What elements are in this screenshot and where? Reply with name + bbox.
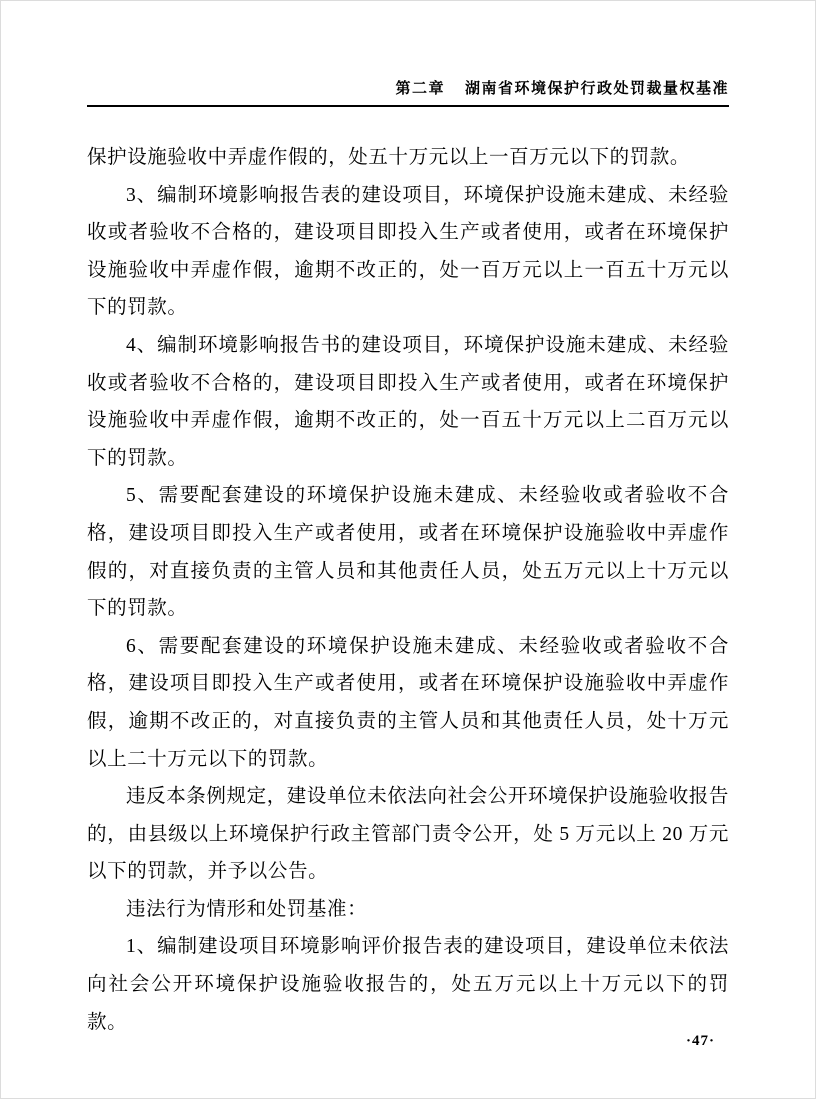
header-title: 湖南省环境保护行政处罚裁量权基准 (464, 81, 729, 97)
paragraph: 4、编制环境影响报告书的建设项目，环境保护设施未建成、未经验收或者验收不合格的，建设项目即投入生产或者使用，或者在环境保护设施验收中弄虚作假，逾期不改正的，处一百五十万元以上二百万元以下的罚款。 (87, 334, 729, 469)
paragraph: 违法行为情形和处罚基准： (126, 898, 368, 920)
paragraph: 保护设施验收中弄虚作假的，处五十万元以上一百万元以下的罚款。 (87, 147, 691, 168)
paragraph: 6、需要配套建设的环境保护设施未建成、未经验收或者验收不合格，建设项目即投入生产或者使用，或者在环境保护设施验收中弄虚作假，逾期不改正的，对直接负责的主管人员和其他责任人员，处十万元以上二十万元以下的罚款。 (87, 635, 729, 770)
document-body (87, 139, 729, 1041)
paragraph: 1、编制建设项目环境影响评价报告表的建设项目，建设单位未依法向社会公开环境保护设施验收报告的，处五万元以上十万元以下的罚款。 (87, 936, 729, 1033)
header-chapter-label: 第二章 (395, 81, 445, 97)
page-footer (686, 1033, 715, 1050)
page-number: ·47· (685, 1033, 715, 1049)
paragraph: 3、编制环境影响报告表的建设项目，环境保护设施未建成、未经验收或者验收不合格的，建设项目即投入生产或者使用，或者在环境保护设施验收中弄虚作假，逾期不改正的，处一百万元以上一百五十万元以下的罚款。 (87, 184, 729, 319)
paragraph: 5、需要配套建设的环境保护设施未建成、未经验收或者验收不合格，建设项目即投入生产或者使用，或者在环境保护设施验收中弄虚作假的，对直接负责的主管人员和其他责任人员，处五万元以上十万元以下的罚款。 (87, 485, 729, 620)
page-header (87, 77, 729, 105)
header-rule (87, 105, 729, 107)
paragraph: 违反本条例规定，建设单位未依法向社会公开环境保护设施验收报告的，由县级以上环境保护行政主管部门责令公开，处 5 万元以上 20 万元以下的罚款，并予以公告。 (87, 786, 730, 883)
